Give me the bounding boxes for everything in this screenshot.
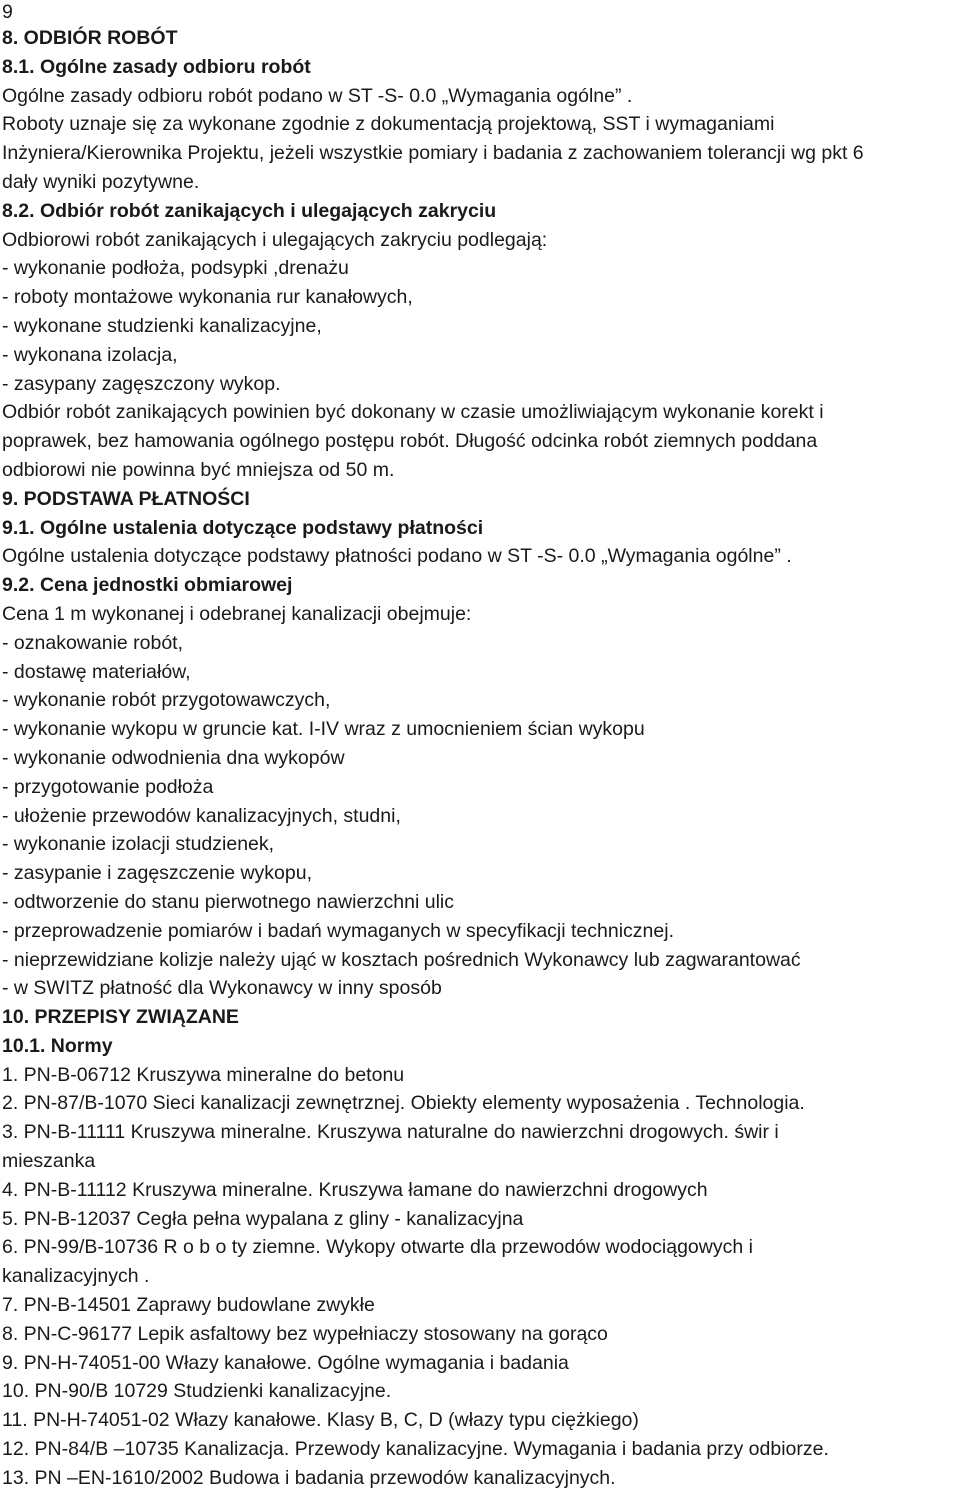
- text-line: 4. PN-B-11112 Kruszywa mineralne. Kruszywa łamane do nawierzchni drogowych: [2, 1178, 708, 1201]
- section-8-2-body: [2, 226, 960, 485]
- section-9-heading: 9. PODSTAWA PŁATNOŚCI: [2, 487, 250, 510]
- section-9-2-heading: 9.2. Cena jednostki obmiarowej: [2, 574, 293, 597]
- text-line: - zasypany zagęszczony wykop.: [2, 372, 281, 395]
- text-line: 9. PN-H-74051-00 Włazy kanałowe. Ogólne wymagania i badania: [2, 1351, 569, 1374]
- text-line: - odtworzenie do stanu pierwotnego nawierzchni ulic: [2, 890, 455, 913]
- section-8-2-heading: 8.2. Odbiór robót zanikających i ulegających zakryciu: [2, 199, 497, 222]
- text-line: odbiorowi nie powinna być mniejsza od 50 m.: [2, 458, 395, 481]
- text-line: - roboty montażowe wykonania rur kanałowych,: [2, 286, 413, 309]
- text-line: - przygotowanie podłoża: [2, 775, 214, 798]
- text-line: 6. PN-99/B-10736 R o b o ty ziemne. Wykopy otwarte dla przewodów wodociągowych i: [2, 1236, 753, 1259]
- text-line: 12. PN-84/B –10735 Kanalizacja. Przewody kanalizacyjne. Wymagania i badania przy odbiorze.: [2, 1438, 829, 1461]
- text-line: - w SWITZ płatność dla Wykonawcy w inny sposób: [2, 977, 442, 1000]
- section-9-1-heading: 9.1. Ogólne ustalenia dotyczące podstawy płatności: [2, 516, 484, 539]
- section-9-1-body: [2, 542, 960, 571]
- section-8-1-heading: 8.1. Ogólne zasady odbioru robót: [2, 55, 311, 78]
- text-line: - dostawę materiałów,: [2, 660, 191, 683]
- text-line: Odbiorowi robót zanikających i ulegających zakryciu podlegają:: [2, 228, 548, 251]
- text-line: - wykonanie izolacji studzienek,: [2, 833, 275, 856]
- text-line: - nieprzewidziane kolizje należy ująć w kosztach pośrednich Wykonawcy lub zagwarantować: [2, 948, 801, 971]
- text-line: 10. PN-90/B 10729 Studzienki kanalizacyjne.: [2, 1380, 392, 1403]
- text-line: 1. PN-B-06712 Kruszywa mineralne do betonu: [2, 1063, 405, 1086]
- section-10-1-body: [2, 1061, 960, 1493]
- text-line: 3. PN-B-11111 Kruszywa mineralne. Kruszywa naturalne do nawierzchni drogowych. świr i: [2, 1121, 779, 1144]
- section-8-heading: 8. ODBIÓR ROBÓT: [2, 27, 178, 49]
- text-line: 13. PN –EN-1610/2002 Budowa i badania przewodów kanalizacyjnych.: [2, 1466, 616, 1489]
- text-line: - wykonanie wykopu w gruncie kat. I-IV wraz z umocnieniem ścian wykopu: [2, 718, 645, 741]
- text-line: - oznakowanie robót,: [2, 631, 184, 654]
- text-line: - wykonana izolacja,: [2, 343, 178, 366]
- text-line: dały wyniki pozytywne.: [2, 170, 200, 193]
- text-line: 5. PN-B-12037 Cegła pełna wypalana z gliny - kanalizacyjna: [2, 1207, 524, 1230]
- text-line: Inżyniera/Kierownika Projektu, jeżeli wszystkie pomiary i badania z zachowaniem tolerancji wg pkt 6: [2, 142, 864, 165]
- text-line: Roboty uznaje się za wykonane zgodnie z dokumentacją projektową, SST i wymaganiami: [2, 113, 775, 136]
- text-line: Ogólne zasady odbioru robót podano w ST -S- 0.0 „Wymagania ogólne” .: [2, 84, 633, 107]
- section-9-2-body: [2, 600, 960, 1003]
- text-line: Odbiór robót zanikających powinien być dokonany w czasie umożliwiającym wykonanie korekt i: [2, 401, 824, 424]
- text-line: - zasypanie i zagęszczenie wykopu,: [2, 862, 312, 885]
- section-8-1-body: [2, 82, 960, 197]
- text-line: poprawek, bez hamowania ogólnego postępu robót. Długość odcinka robót ziemnych poddana: [2, 430, 818, 453]
- text-line: 7. PN-B-14501 Zaprawy budowlane zwykłe: [2, 1294, 375, 1317]
- text-line: mieszanka: [2, 1150, 96, 1173]
- text-line: 2. PN-87/B-1070 Sieci kanalizacji zewnętrznej. Obiekty elementy wyposażenia . Technologia.: [2, 1092, 805, 1115]
- section-10-1-heading: 10.1. Normy: [2, 1034, 113, 1057]
- text-line: kanalizacyjnych .: [2, 1265, 150, 1288]
- text-line: - wykonane studzienki kanalizacyjne,: [2, 314, 322, 337]
- text-line: - wykonanie podłoża, podsypki ,drenażu: [2, 257, 349, 280]
- text-line: - przeprowadzenie pomiarów i badań wymaganych w specyfikacji technicznej.: [2, 919, 674, 942]
- text-line: Cena 1 m wykonanej i odebranej kanalizacji obejmuje:: [2, 602, 472, 625]
- section-10-heading: 10. PRZEPISY ZWIĄZANE: [2, 1006, 239, 1029]
- text-line: - wykonanie robót przygotowawczych,: [2, 689, 331, 712]
- page-number: 9: [2, 1, 13, 23]
- text-line: - ułożenie przewodów kanalizacyjnych, studni,: [2, 804, 401, 827]
- text-line: Ogólne ustalenia dotyczące podstawy płatności podano w ST -S- 0.0 „Wymagania ogólne” .: [2, 545, 792, 568]
- text-line: 11. PN-H-74051-02 Włazy kanałowe. Klasy B, C, D (włazy typu ciężkiego): [2, 1409, 639, 1432]
- text-line: 8. PN-C-96177 Lepik asfaltowy bez wypełniaczy stosowany na gorąco: [2, 1322, 608, 1345]
- text-line: - wykonanie odwodnienia dna wykopów: [2, 746, 345, 769]
